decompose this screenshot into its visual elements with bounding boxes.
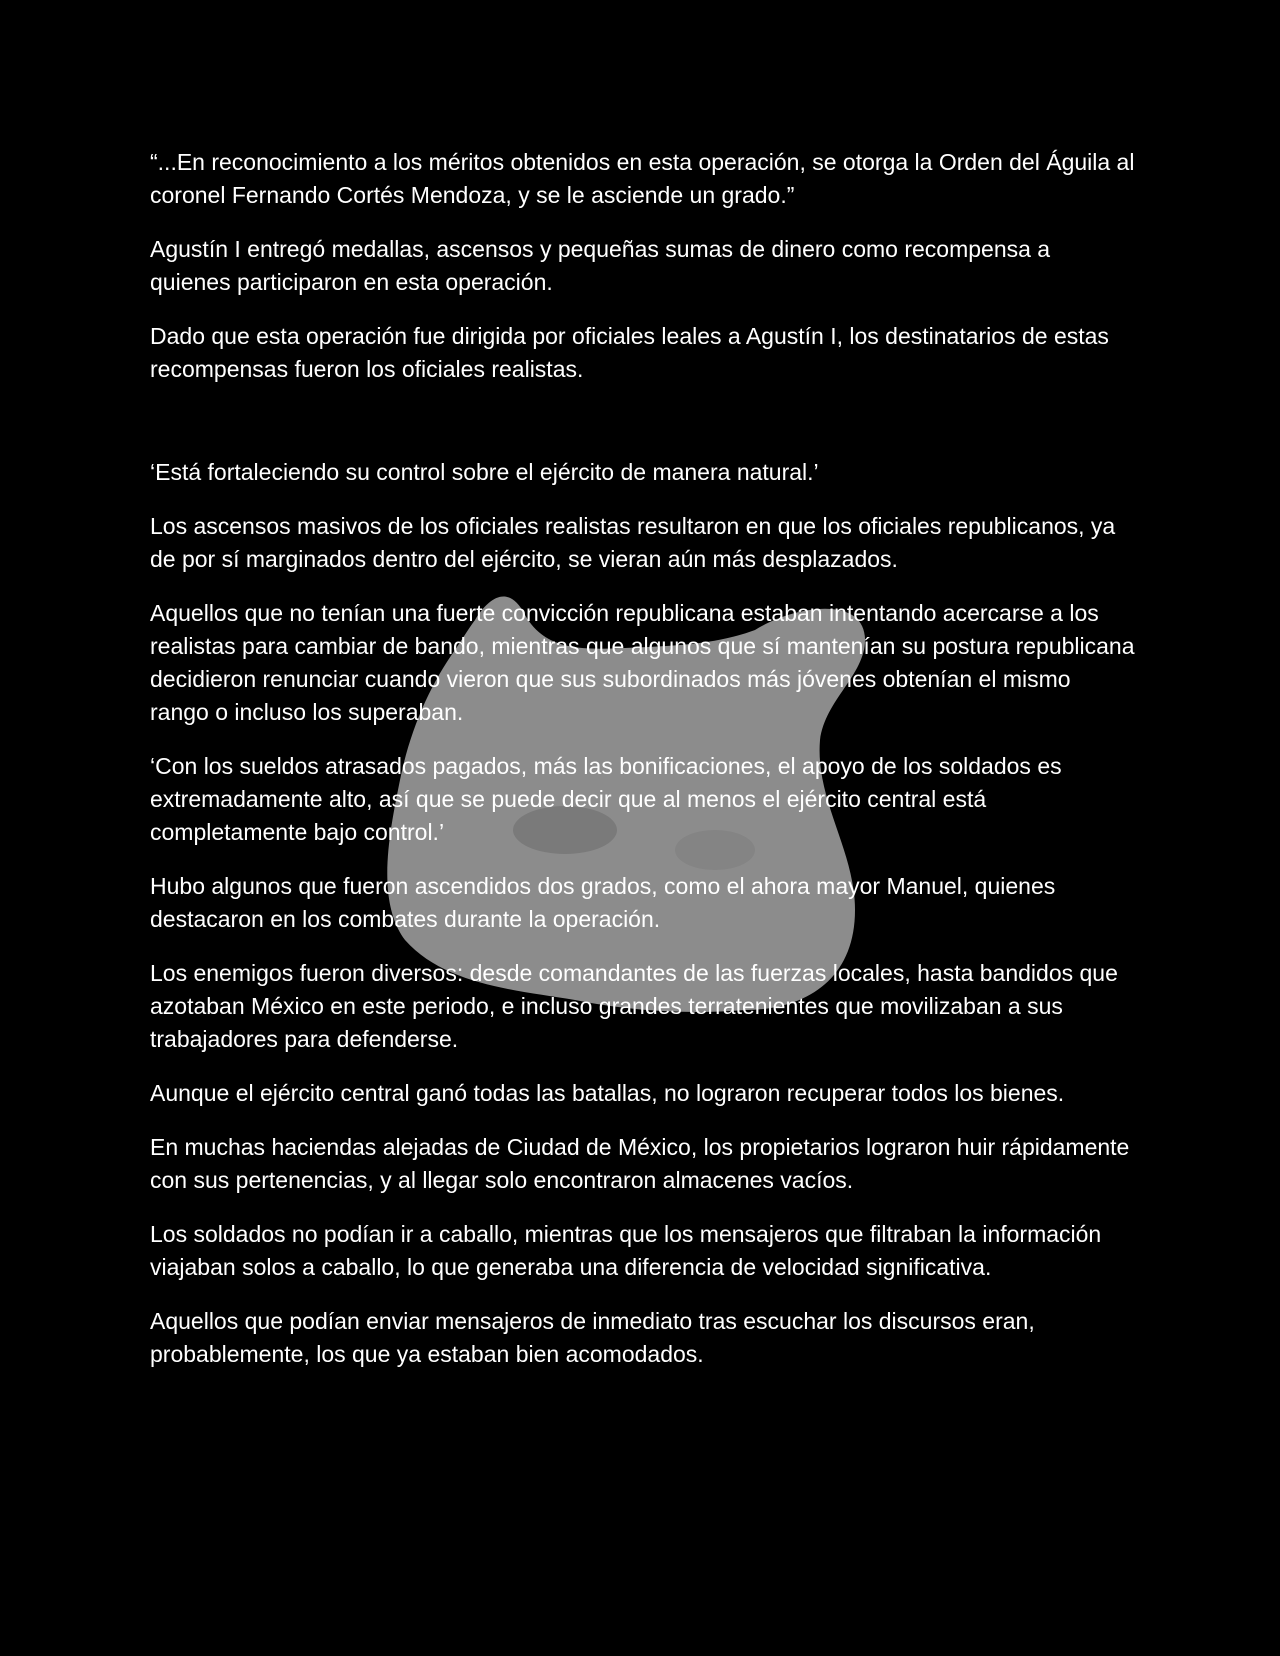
paragraph: Aunque el ejército central ganó todas las batallas, no lograron recuperar todos los bienes. <box>150 1080 1065 1106</box>
document-body <box>150 146 1135 1392</box>
paragraph: Los soldados no podían ir a caballo, mientras que los mensajeros que filtraban la información viajaban solos a caballo, lo que generaba una diferencia de velocidad significativa. <box>150 1221 1102 1280</box>
paragraph: Agustín I entregó medallas, ascensos y pequeñas sumas de dinero como recompensa a quienes participaron en esta operación. <box>150 236 1051 295</box>
paragraph: Dado que esta operación fue dirigida por oficiales leales a Agustín I, los destinatarios de estas recompensas fueron los oficiales realistas. <box>150 323 1109 382</box>
paragraph: En muchas haciendas alejadas de Ciudad de México, los propietarios lograron huir rápidamente con sus pertenencias, y al llegar solo encontraron almacenes vacíos. <box>150 1134 1130 1193</box>
paragraph: ‘Está fortaleciendo su control sobre el ejército de manera natural.’ <box>150 459 819 485</box>
paragraph: “...En reconocimiento a los méritos obtenidos en esta operación, se otorga la Orden del Águila al coronel Fernando Cortés Mendoza, y se le asciende un grado.” <box>150 149 1135 208</box>
paragraph: Aquellos que podían enviar mensajeros de inmediato tras escuchar los discursos eran, probablemente, los que ya estaban bien acomodados. <box>150 1308 1035 1367</box>
paragraph: Aquellos que no tenían una fuerte convicción republicana estaban intentando acercarse a los realistas para cambiar de bando, mientras que algunos que sí mantenían su postura republicana decidieron renunciar cuando vieron que sus subordinados más jóvenes obtenían el mismo rango o incluso los superaban. <box>150 600 1135 725</box>
paragraph: Hubo algunos que fueron ascendidos dos grados, como el ahora mayor Manuel, quienes destacaron en los combates durante la operación. <box>150 873 1056 932</box>
paragraph: Los enemigos fueron diversos: desde comandantes de las fuerzas locales, hasta bandidos que azotaban México en este periodo, e incluso grandes terratenientes que movilizaban a sus trabajadores para defenderse. <box>150 960 1118 1052</box>
paragraph: ‘Con los sueldos atrasados pagados, más las bonificaciones, el apoyo de los soldados es extremadamente alto, así que se puede decir que al menos el ejército central está completamente bajo control.’ <box>150 753 1062 845</box>
paragraph: Los ascensos masivos de los oficiales realistas resultaron en que los oficiales republicanos, ya de por sí marginados dentro del ejército, se vieran aún más desplazados. <box>150 513 1116 572</box>
